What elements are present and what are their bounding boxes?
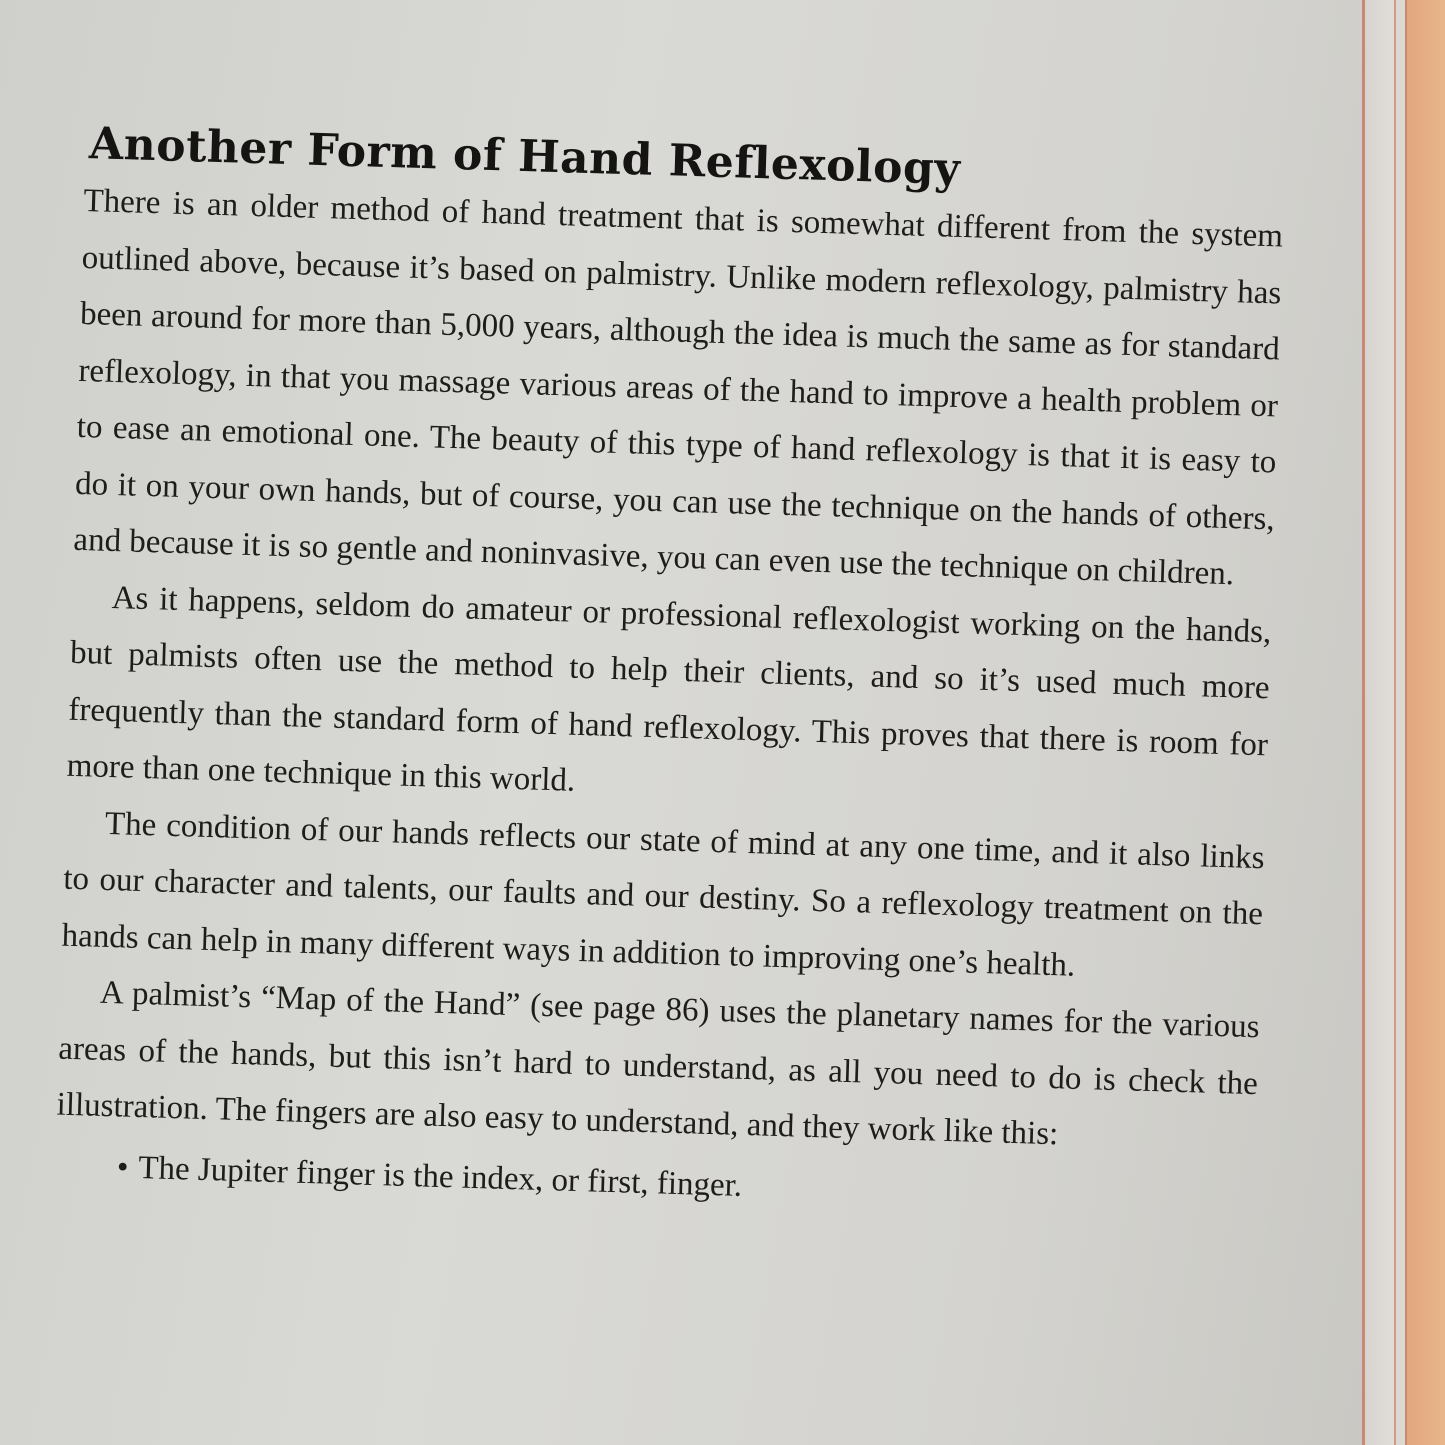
page-edge-gap: [1365, 0, 1394, 1445]
body-paragraph: A palmist’s “Map of the Hand” (see page 86) uses the planetary names for the various areas of the hands, but this isn’t hard to understand, as all you need to do is check the illustration. The fingers are also easy to understand, and they work like this:: [56, 974, 1261, 1153]
body-paragraph: There is an older method of hand treatment that is somewhat different from the system outlined above, because it’s based on palmistry. Unlike modern reflexology, palmistry has been around for more than 5,000 years, although the idea is much the same as for standard reflexology, in that you massage various areas of the hand to improve a health problem or to ease an emotional one. The beauty of this type of hand reflexology is that it is easy to do it on your own hands, but of course, you can use the technique on the hands of others, and because it is so gentle and noninvasive, you can even use the technique on children.: [72, 182, 1284, 593]
page-text-block: [54, 118, 1285, 1229]
body-paragraph: As it happens, seldom do amateur or professional reflexologist working on the hands, but palmists often use the method to help their clients, and so it’s used much more frequently than the standard form of hand reflexology. This proves that there is room for more than one technique in this world.: [66, 579, 1272, 799]
page-edge-gap: [1396, 0, 1405, 1445]
section-heading: Another Form of Hand Reflexology: [88, 118, 962, 195]
background-surface: [1407, 0, 1445, 1445]
list-item-text: The Jupiter finger is the index, or first, finger.: [137, 1149, 743, 1204]
body-paragraph: The condition of our hands reflects our state of mind at any one time, and it also links to our character and talents, our faults and our destiny. So a reflexology treatment on the hands can help in many different ways in addition to improving one’s health.: [61, 805, 1266, 984]
bullet-icon: •: [116, 1148, 129, 1186]
